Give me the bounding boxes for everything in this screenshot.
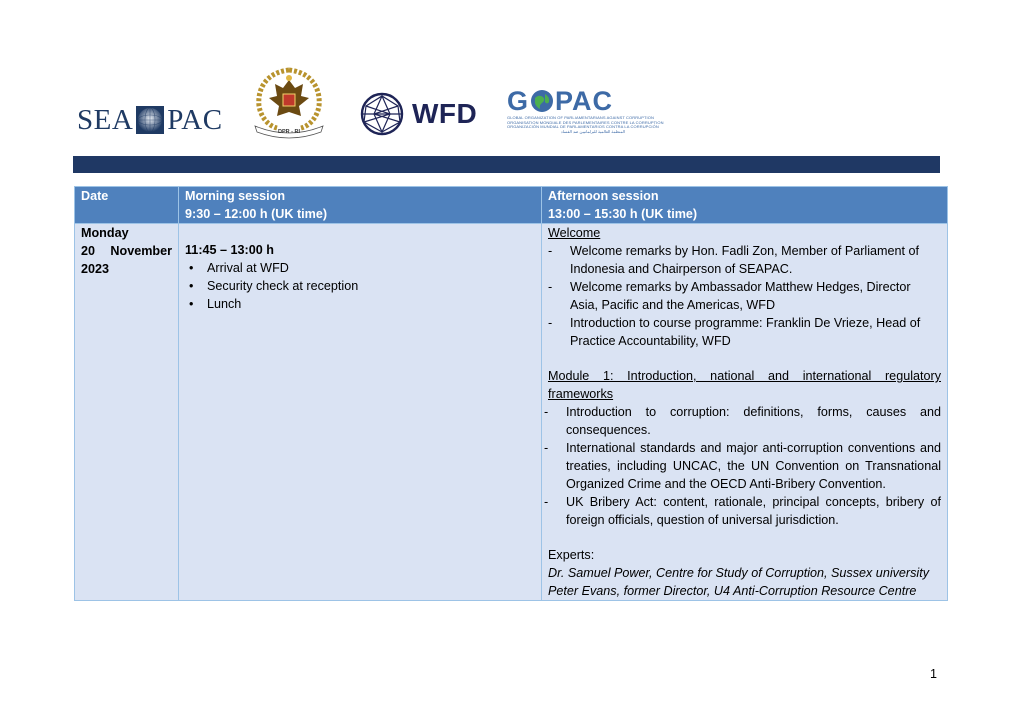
globe-icon <box>135 105 165 135</box>
gopac-globe-icon <box>530 89 554 113</box>
list-item: • Lunch <box>185 295 535 313</box>
seapac-logo <box>77 103 223 137</box>
list-item: - Welcome remarks by Ambassador Matthew Hedges, Director Asia, Pacific and the Americas, WFD <box>548 278 941 314</box>
seapac-logo-left-text: SEA <box>77 104 134 136</box>
morning-header-title: Morning session <box>185 189 286 203</box>
list-item: • Arrival at WFD <box>185 259 535 277</box>
module-list <box>548 403 941 529</box>
gopac-title-end: PAC <box>555 86 614 116</box>
expert-entry: Dr. Samuel Power, Centre for Study of Corruption, Sussex university <box>548 566 930 580</box>
afternoon-header-title: Afternoon session <box>548 189 659 203</box>
afternoon-cell <box>542 224 948 601</box>
morning-cell <box>179 224 542 601</box>
expert-entry: Peter Evans, former Director, U4 Anti-Corruption Resource Centre <box>548 584 917 598</box>
afternoon-header-time: 13:00 – 15:30 h (UK time) <box>548 207 698 221</box>
dpr-ribbon-text: DPR - RI <box>278 129 300 135</box>
experts-label: Experts: <box>548 548 595 562</box>
morning-time: 11:45 – 13:00 h <box>185 243 274 257</box>
logo-strip <box>0 0 1024 150</box>
table-row <box>75 224 948 601</box>
gopac-subtitle-fr: ORGANISATION MONDIALE DES PARLEMENTAIRES CONTRE LA CORRUPTION <box>507 119 664 125</box>
table-header-row <box>75 187 948 224</box>
wfd-logo-text: WFD <box>412 98 478 129</box>
list-item: - Introduction to corruption: definitions, forms, causes and consequences. <box>548 403 941 439</box>
date-cell <box>75 224 179 601</box>
gopac-subtitle-ar: المنظمة العالمية للبرلمانيين ضد الفساد <box>560 128 625 134</box>
day-month <box>81 242 172 260</box>
afternoon-column-header <box>542 187 948 224</box>
welcome-heading: Welcome <box>548 226 601 240</box>
day-number: 20 <box>81 244 96 258</box>
list-item: - UK Bribery Act: content, rationale, principal concepts, bribery of foreign officials, question of universal jurisdiction. <box>548 493 941 529</box>
page-number: 1 <box>930 667 938 681</box>
morning-column-header <box>179 187 542 224</box>
gopac-subtitle-en: GLOBAL ORGANIZATION OF PARLIAMENTARIANS AGAINST CORRUPTION <box>507 115 654 120</box>
wfd-logo <box>360 92 477 136</box>
list-item: - Introduction to course programme: Franklin De Vrieze, Head of Practice Accountability, WFD <box>548 314 941 350</box>
list-item: - Welcome remarks by Hon. Fadli Zon, Member of Parliament of Indonesia and Chairperson of SEAPAC. <box>548 242 941 278</box>
wfd-sphere-icon <box>360 92 404 136</box>
list-item: - International standards and major anti-corruption conventions and treaties, including UNCAC, the UN Convention on Transnational Organized Crime and the OECD Anti-Bribery Convention. <box>548 439 941 493</box>
month-name: November <box>110 244 172 258</box>
gopac-logo <box>507 86 664 138</box>
year: 2023 <box>81 262 110 276</box>
seapac-logo-right-text: PAC <box>167 104 223 136</box>
welcome-list <box>548 242 941 350</box>
date-column-header <box>75 187 179 224</box>
dpr-emblem-icon <box>251 66 327 138</box>
date-header-label: Date <box>81 189 109 203</box>
morning-header-time: 9:30 – 12:00 h (UK time) <box>185 207 328 221</box>
module-heading: Module 1: Introduction, national and international regulatory frameworks <box>548 369 941 401</box>
gopac-subtitle-es: ORGANIZACIÓN MUNDIAL DE PARLAMENTARIOS CONTRA LA CORRUPCIÓN <box>507 124 659 130</box>
day-name: Monday <box>81 226 129 240</box>
morning-agenda-list <box>185 259 535 313</box>
list-item: • Security check at reception <box>185 277 535 295</box>
header-banner <box>73 156 940 173</box>
gopac-title-start: G <box>507 86 530 116</box>
schedule-table <box>74 186 948 601</box>
